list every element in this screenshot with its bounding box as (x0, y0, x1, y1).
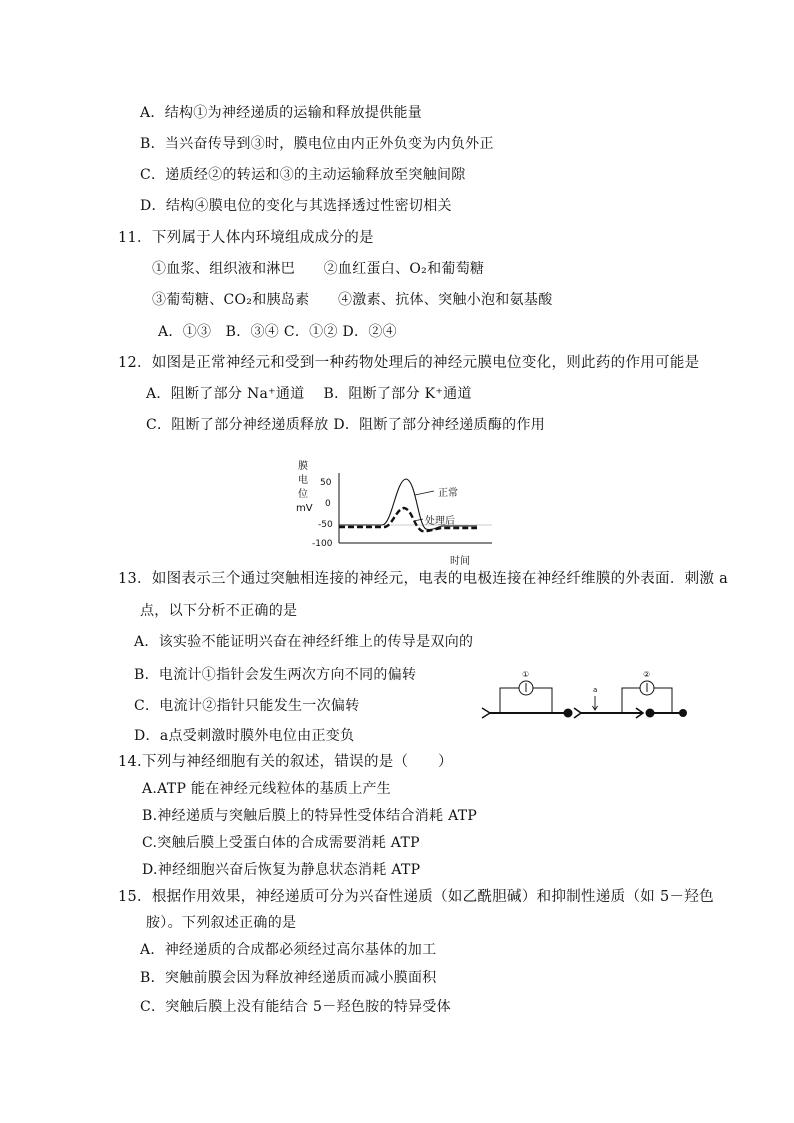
meter2-label: ② (643, 670, 651, 679)
q15-stem-line2: 胺）。下列叙述正确的是 (146, 915, 297, 931)
neuron-synapse-diagram (478, 668, 693, 724)
q10-option-a: A．结构①为神经递质的运输和释放提供能量 (140, 105, 423, 121)
membrane-potential-graph (292, 455, 497, 567)
q10-option-b: B．当兴奋传导到③时，膜电位由内正外负变为内负外正 (140, 136, 494, 152)
synapse-terminal-1 (574, 708, 581, 718)
graph-ylabel-3: 位 (298, 489, 308, 500)
q14-stem: 14.下列与神经细胞有关的叙述，错误的是（ ） (118, 754, 453, 770)
q14-option-b: B.神经递质与突触后膜上的特异性受体结合消耗 ATP (142, 808, 478, 824)
graph-curve-treated (339, 508, 477, 531)
q12-stem: 12．如图是正常神经元和受到一种药物处理后的神经元膜电位变化，则此药的作用可能是 (118, 355, 700, 371)
q15-option-c: C．突触后膜上没有能结合 5－羟色胺的特异受体 (140, 999, 451, 1015)
q13-option-d: D．a点受刺激时膜外电位由正变负 (134, 728, 355, 744)
graph-leader-normal (415, 491, 434, 495)
q15-stem-line1: 15．根据作用效果，神经递质可分为兴奋性递质（如乙酰胆碱）和抑制性递质（如 5－羟色 (118, 889, 714, 905)
q11-items-row1: ①血浆、组织液和淋巴 ②血红蛋白、O₂和葡萄糖 (152, 261, 485, 277)
q11-stem: 11．下列属于人体内环境组成成分的是 (118, 230, 374, 246)
graph-xlabel: 时间 (450, 556, 470, 567)
q10-option-d: D．结构④膜电位的变化与其选择透过性密切相关 (140, 198, 452, 214)
graph-ytick-50: 50 (320, 478, 332, 488)
q15-option-b: B．突触前膜会因为释放神经递质而减小膜面积 (140, 970, 437, 986)
graph-ylabel-1: 膜 (298, 461, 308, 472)
q11-items-row2: ③葡萄糖、CO₂和胰岛素 ④激素、抗体、突触小泡和氨基酸 (152, 292, 553, 308)
q13-option-a: A．该实验不能证明兴奋在神经纤维上的传导是双向的 (134, 634, 474, 650)
synapse-knob-1 (564, 709, 573, 718)
graph-label-treated: 处理后 (425, 516, 455, 527)
q12-options-cd: C．阻断了部分神经递质释放 D．阻断了部分神经递质酶的作用 (146, 417, 546, 433)
q13-option-c: C．电流计②指针只能发生一次偏转 (134, 698, 360, 714)
q14-option-c: C.突触后膜上受蛋白体的合成需要消耗 ATP (142, 835, 420, 851)
q15-option-a: A．神经递质的合成都必须经过高尔基体的加工 (140, 942, 437, 958)
graph-ylabel-2: 电 (298, 475, 308, 486)
stimulus-point-label: a (593, 686, 598, 694)
graph-ytick-neg50: -50 (318, 520, 333, 530)
graph-ylabel-unit: mV (296, 503, 313, 514)
q14-option-a: A.ATP 能在神经元线粒体的基质上产生 (142, 781, 392, 797)
graph-ytick-neg100: -100 (312, 539, 333, 549)
q13-stem-line2: 点，以下分析不正确的是 (140, 603, 298, 619)
q10-option-c: C．递质经②的转运和③的主动运输释放至突触间隙 (140, 167, 466, 183)
q13-stem-line1: 13．如图表示三个通过突触相连接的神经元，电表的电极连接在神经纤维膜的外表面．刺激 a (118, 571, 729, 587)
q12-options-ab: A．阻断了部分 Na⁺通道 B．阻断了部分 K⁺通道 (146, 386, 472, 402)
graph-ytick-0: 0 (325, 499, 331, 509)
q14-option-d: D.神经细胞兴奋后恢复为静息状态消耗 ATP (142, 862, 421, 878)
graph-label-normal: 正常 (438, 488, 458, 499)
q13-option-b: B．电流计①指针会发生两次方向不同的偏转 (134, 667, 417, 683)
meter1-label: ① (522, 670, 530, 679)
q11-options: A．①③ B．③④ C．①② D．②④ (158, 324, 397, 340)
graph-curve-normal (339, 479, 477, 530)
neuron-end-3 (679, 709, 687, 717)
axon-start-branch (482, 708, 490, 718)
